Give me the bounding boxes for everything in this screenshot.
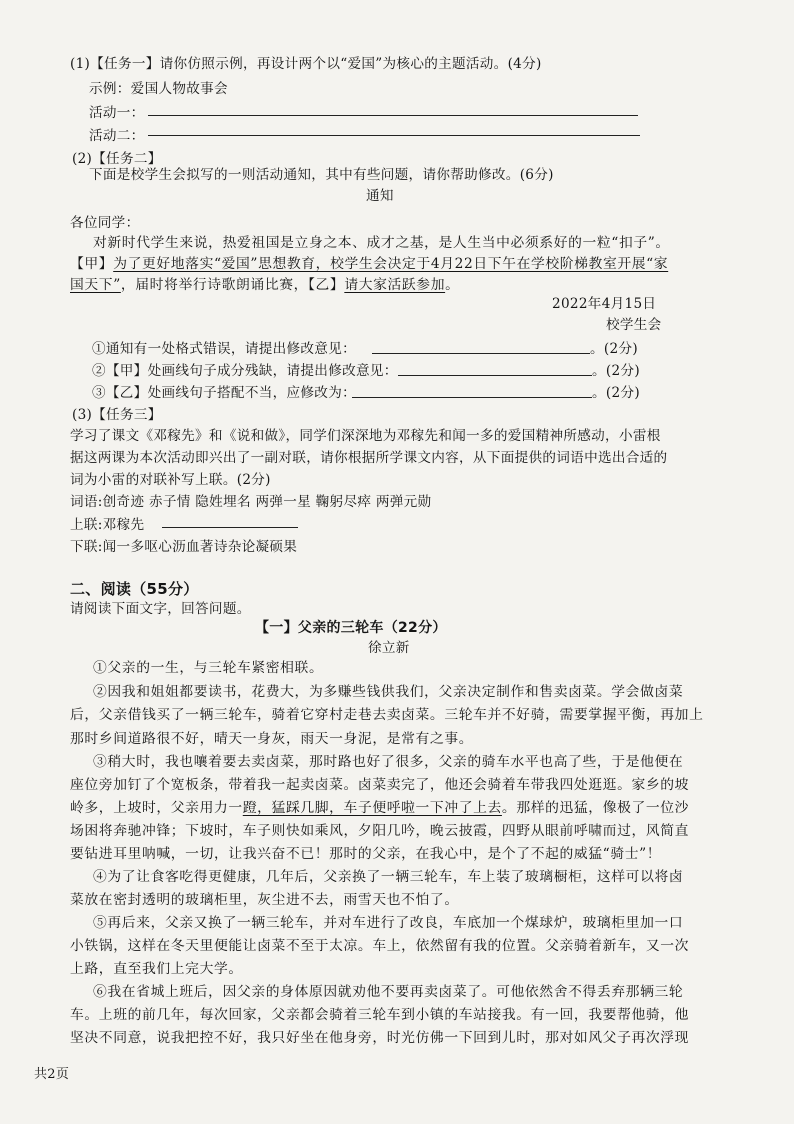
article-line: 那时乡间道路很不好，晴天一身灰，雨天一身泥，是常有之事。: [70, 731, 474, 747]
question-2-points: 。(2分): [592, 363, 640, 379]
article-author: 徐立新: [368, 640, 410, 656]
upper-couplet-answer-line[interactable]: [162, 527, 298, 528]
activity1-answer-line[interactable]: [148, 115, 638, 116]
underlined-sentence-yi: 请大家活跃参加: [344, 277, 446, 293]
reading-instruction: 请阅读下面文字，回答问题。: [70, 601, 251, 617]
question-1: ①通知有一处格式错误，请提出修改意见：: [92, 341, 356, 357]
task3-heading: (3)【任务三】: [72, 407, 162, 423]
article-line: ⑤再后来，父亲又换了一辆三轮车，并对车进行了改良，车底加一个煤球炉，玻璃柜里加一口: [93, 915, 684, 931]
article-line: 上路，直至我们上完大学。: [70, 961, 243, 977]
article-line: 车。上班的前几年，每次回家，父亲都会骑着三轮车到小镇的车站接我。有一回，我要帮他骑，他: [70, 1007, 690, 1023]
question-2: ②【甲】处画线句子成分残缺，请提出修改意见：: [92, 363, 398, 379]
tag-jia: 【甲】: [70, 256, 114, 272]
article-line: 要钻进耳里呐喊，一切，让我兴奋不已！那时的父亲，在我心中，是个了不起的威猛“骑士”！: [70, 846, 662, 862]
article-line: 后，父亲借钱买了一辆三轮车，骑着它穿村走巷去卖卤菜。三轮车并不好骑，需要掌握平衡，再加上: [70, 707, 704, 723]
page-footer: 共2页: [34, 1067, 70, 1082]
question-3-points: 。(2分): [592, 385, 640, 401]
word-bank: 词语:创奇迹 赤子情 隐姓埋名 两弹一星 鞠躬尽瘁 两弹元勋: [70, 494, 432, 510]
question-2-answer-line[interactable]: [398, 375, 592, 376]
activity1-label: 活动一：: [89, 105, 145, 121]
notice-greeting: 各位同学：: [70, 215, 140, 231]
task2-prompt: 下面是校学生会拟写的一则活动通知，其中有些问题，请你帮助修改。(6分): [89, 167, 554, 183]
task2-heading: (2)【任务二】: [72, 151, 162, 167]
question-1-answer-line[interactable]: [372, 353, 590, 354]
article-line: 座位旁加钉了个宽板条，带着我一起卖卤菜。卤菜卖完了，他还会骑着车带我四处逛逛。家乡的坡: [70, 777, 690, 793]
article-line: ⑥我在省城上班后，因父亲的身体原因就劝他不要再卖卤菜了。可他依然舍不得丢弃那辆三轮: [93, 984, 684, 1000]
activity2-label: 活动二：: [89, 128, 145, 144]
article-line: 菜放在密封透明的玻璃柜里，灰尘进不去，雨雪天也不怕了。: [70, 892, 459, 908]
underlined-sentence-jia-end: 国天下”: [70, 277, 121, 293]
article-line: ③稍大时，我也嚷着要去卖卤菜，那时路也好了很多，父亲的骑车水平也高了些，于是他便在: [93, 754, 684, 770]
question-1-points: 。(2分): [590, 341, 638, 357]
article-line: ①父亲的一生，与三轮车紧密相联。: [93, 660, 324, 676]
article-line: 坚决不同意，说我把控不好，我只好坐在他身旁，时光仿佛一下回到儿时，那对如风父子再次浮现: [70, 1030, 690, 1046]
lower-couplet: 下联:闻一多呕心沥血著诗杂论凝硕果: [70, 539, 298, 555]
task3-line2: 据这两课为本次活动即兴出了一副对联，请你根据所学课文内容，从下面提供的词语中选出合适的: [70, 450, 668, 466]
article-line: 小铁锅，这样在冬天里便能让卤菜不至于太凉。车上，依然留有我的位置。父亲骑着新车，又一次: [70, 938, 690, 954]
article-line: 岭多，上坡时，父亲用力一蹬，猛踩几脚，车子便呼啦一下冲了上去。那样的迅猛，像极了一位沙: [70, 800, 690, 816]
underlined-sentence-climb: 蹬，猛踩几脚，车子便呼啦一下冲了上去: [242, 800, 502, 816]
task3-line3: 词为小雷的对联补写上联。(2分): [70, 472, 271, 488]
tag-yi: 【乙】: [308, 277, 345, 293]
activity2-answer-line[interactable]: [148, 135, 640, 136]
task1-prompt: (1)【任务一】请你仿照示例，再设计两个以“爱国”为核心的主题活动。(4分): [70, 56, 542, 72]
notice-title: 通知: [366, 188, 394, 204]
notice-date: 2022年4月15日: [552, 296, 657, 312]
question-3: ③【乙】处画线句子搭配不当，应修改为：: [92, 385, 356, 401]
article-title: 【一】父亲的三轮车（22分）: [255, 620, 447, 636]
notice-para1: 对新时代学生来说，热爱祖国是立身之本、成才之基，是人生当中必须系好的一粒“扣子”。: [93, 235, 670, 251]
notice-para3: 国天下”，届时将举行诗歌朗诵比赛，【乙】请大家活跃参加。: [70, 277, 460, 293]
reading-section-title: 二、阅读（55分）: [70, 580, 199, 598]
task3-line1: 学习了课文《邓稼先》和《说和做》，同学们深深地为邓稼先和闻一多的爱国精神所感动，小雷根: [70, 428, 661, 444]
underlined-sentence-jia: 为了更好地落实“爱国”思想教育，校学生会决定于4月22日下午在学校阶梯教室开展“家: [113, 256, 669, 272]
upper-couplet: 上联:邓稼先: [70, 517, 145, 533]
article-line: 场困将奔驰冲锋；下坡时，车子则快如乘风，夕阳几吟，晚云披霞，四野从眼前呼啸而过，风简直: [70, 823, 690, 839]
question-3-answer-line[interactable]: [352, 397, 592, 398]
article-line: ②因我和姐姐都要读书，花费大，为多赚些钱供我们，父亲决定制作和售卖卤菜。学会做卤菜: [93, 684, 684, 700]
task1-example: 示例：爱国人物故事会: [89, 81, 228, 97]
notice-signature: 校学生会: [606, 317, 662, 333]
article-line: ④为了让食客吃得更健康，几年后，父亲换了一辆三轮车，车上装了玻璃橱柜，这样可以将卤: [93, 869, 684, 885]
notice-para2: [70, 255, 668, 273]
